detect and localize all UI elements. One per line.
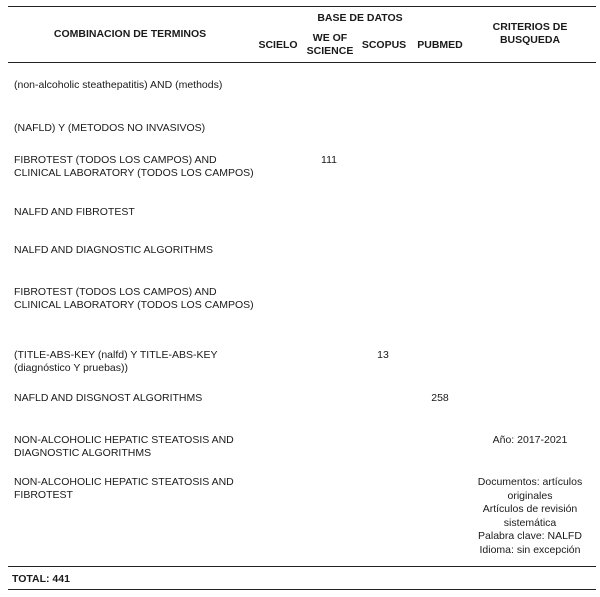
term-line: DIAGNOSTIC ALGORITHMS bbox=[14, 447, 152, 459]
term-line: CLINICAL LABORATORY (TODOS LOS CAMPOS) bbox=[14, 299, 254, 311]
table-bottom-rule bbox=[8, 589, 596, 590]
term-line: NALFD AND DIAGNOSTIC ALGORITHMS bbox=[14, 244, 213, 256]
table-row bbox=[14, 434, 234, 460]
header-wos bbox=[304, 32, 356, 58]
term-line: CLINICAL LABORATORY (TODOS LOS CAMPOS) bbox=[14, 167, 254, 179]
term-line: (NAFLD) Y (METODOS NO INVASIVOS) bbox=[14, 122, 206, 134]
total-top-rule bbox=[8, 566, 596, 567]
term-line: FIBROTEST bbox=[14, 489, 73, 501]
term-line: (diagnóstico Y pruebas)) bbox=[14, 362, 129, 374]
criterio-line: Idioma: sin excepción bbox=[479, 543, 581, 556]
wos-count: 111 bbox=[321, 154, 337, 166]
criterio-line: Palabra clave: NALFD bbox=[478, 530, 582, 543]
header-wos-line2: SCIENCE bbox=[306, 45, 354, 57]
term-line: NALFD AND FIBROTEST bbox=[14, 206, 135, 218]
term-line: FIBROTEST (TODOS LOS CAMPOS) AND bbox=[14, 286, 217, 298]
header-combinacion: COMBINACION DE TERMINOS bbox=[53, 28, 207, 40]
criterio-line: originales bbox=[507, 489, 553, 502]
header-scopus: SCOPUS bbox=[361, 39, 407, 51]
term-line: NON-ALCOHOLIC HEPATIC STEATOSIS AND bbox=[14, 434, 234, 446]
criterio-line: Artículos de revisión bbox=[482, 503, 578, 516]
term-line: (non-alcoholic steathepatitis) AND (methods) bbox=[14, 79, 223, 91]
table-row bbox=[14, 122, 205, 135]
header-criterios-line2: BUSQUEDA bbox=[499, 34, 561, 46]
term-line: (TITLE-ABS-KEY (nalfd) Y TITLE-ABS-KEY bbox=[14, 349, 218, 361]
table-row bbox=[14, 392, 202, 405]
criterio-year: Año: 2017-2021 bbox=[492, 434, 568, 446]
criterio-line: Documentos: artículos bbox=[477, 476, 583, 488]
header-criterios bbox=[480, 21, 580, 47]
term-line: NAFLD AND DISGNOST ALGORITHMS bbox=[14, 392, 203, 404]
table-top-rule bbox=[8, 6, 596, 7]
table-row bbox=[14, 349, 217, 375]
header-base-de-datos: BASE DE DATOS bbox=[317, 12, 403, 24]
header-pubmed: PUBMED bbox=[417, 39, 463, 51]
total-label: TOTAL: 441 bbox=[12, 573, 70, 585]
criterio-line: sistemática bbox=[503, 516, 557, 529]
table-row bbox=[14, 79, 222, 92]
table-row bbox=[14, 244, 213, 257]
table-row bbox=[14, 286, 254, 312]
table-row bbox=[14, 154, 254, 180]
term-line: FIBROTEST (TODOS LOS CAMPOS) AND bbox=[14, 154, 217, 166]
header-criterios-line1: CRITERIOS DE bbox=[492, 21, 568, 33]
header-scielo: SCIELO bbox=[258, 39, 298, 51]
header-wos-line1: WE OF bbox=[312, 32, 348, 44]
header-bottom-rule bbox=[8, 62, 596, 63]
term-line: NON-ALCOHOLIC HEPATIC STEATOSIS AND bbox=[14, 476, 234, 488]
criterios-list bbox=[460, 476, 600, 558]
scopus-count: 13 bbox=[377, 349, 389, 361]
table-row bbox=[14, 476, 234, 502]
pubmed-count: 258 bbox=[431, 392, 449, 404]
table-row bbox=[14, 206, 135, 219]
